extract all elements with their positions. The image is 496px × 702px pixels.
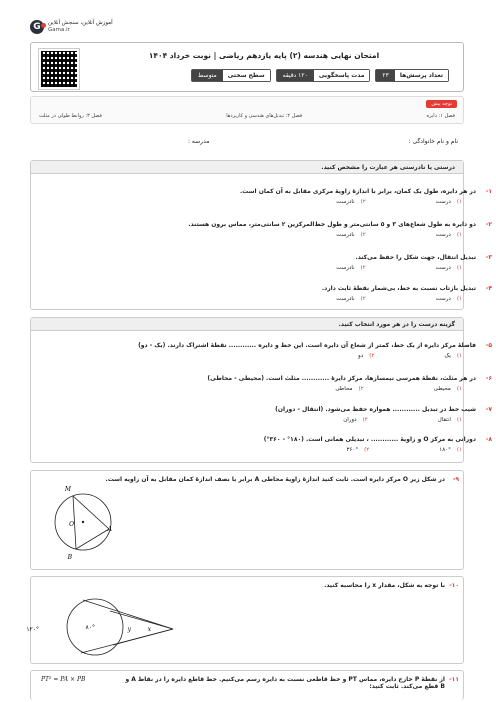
option-1[interactable]: ۱)درست: [435, 265, 462, 271]
chapter-3: فصل ۳: روابط طولی در مثلث: [39, 113, 102, 119]
option-1[interactable]: ۱)درست: [435, 199, 462, 205]
question-11: ۱۱- از نقطهٔ P خارج دایره، مماس PT و خط قاطعی نسبت به دایره رسم می‌کنیم. خط قاطع دایره را در نقاط A و B قطع می‌کند. ثابت کنید: PT² = PA × PB: [30, 670, 464, 700]
option-2[interactable]: ۲)دو: [358, 353, 375, 359]
question-text: در هر دایره، طول یک کمان، برابر با اندازهٔ زاویهٔ مرکزی مقابل به آن کمان است.: [240, 188, 476, 195]
question-10: ۱۰- با توجه به شکل، مقدار x را محاسبه کنید. ۱۲۰° ۸۰° y x: [30, 576, 464, 664]
section-heading: درستی یا نادرستی هر عبارت را مشخص کنید.: [31, 161, 463, 174]
label-m: M: [64, 486, 71, 493]
page-header: [0, 0, 496, 42]
exam-title: امتحان نهایی هندسه (۲) پایه یازدهم ریاضی | نوبت خرداد ۱۴۰۴: [148, 51, 380, 60]
circle-diagram: [43, 477, 123, 567]
option-2[interactable]: ۲)نادرست: [336, 199, 366, 205]
circle: [67, 599, 123, 655]
label-o: O: [69, 521, 74, 528]
notice-tag: توجه بیش: [426, 100, 457, 108]
options: [12, 386, 484, 392]
chord-ba: [76, 529, 109, 549]
question-3: ۳- تبدیل انتقال، جهت شکل را حفظ می‌کند. ۱)درست ۲)نادرست: [12, 254, 484, 271]
option-1[interactable]: ۱)درست: [435, 232, 462, 238]
section-heading: گزینه درست را در هر مورد انتخاب کنید.: [31, 318, 463, 331]
option-2[interactable]: ۲)نادرست: [336, 265, 366, 271]
label-x: x: [147, 626, 151, 633]
chapter-list: [39, 113, 455, 119]
secant-diagram: [26, 581, 175, 661]
qr-code-icon[interactable]: [39, 49, 79, 89]
chapter-1: فصل ۱: دایره: [426, 113, 455, 119]
question-2: ۲- دو دایره به طول شعاع‌های ۳ و ۵ سانتی‌متر و طول خط‌المرکزین ۲ سانتی‌متر، مماس برون هستند. ۱)درست ۲)نادرست: [12, 221, 484, 238]
option-2[interactable]: ۲)۳۶۰°: [346, 447, 370, 453]
info-duration: مدت پاسخگویی ۱۲۰ دقیقه: [276, 69, 371, 82]
question-text: تبدیل انتقال، جهت شکل را حفظ می‌کند.: [355, 254, 476, 261]
center-point: [82, 521, 84, 523]
angle-label-80: ۸۰°: [85, 624, 95, 631]
label-y: y: [127, 626, 131, 633]
secant-1: [83, 600, 173, 629]
question-text: دو دایره به طول شعاع‌های ۳ و ۵ سانتی‌متر و طول خط‌المرکزین ۲ سانتی‌متر، مماس برون هستند.: [188, 221, 476, 228]
info-difficulty: سطح سختی متوسط: [191, 69, 271, 82]
question-6: ۶- در هر مثلث، نقطهٔ همرسی نیمسازها، مرکز دایرهٔ ............ مثلث است. (محیطی - محاطی) ۱)محیطی ۲)محاطی: [12, 375, 484, 392]
options: [12, 199, 484, 205]
option-2[interactable]: ۲)نادرست: [336, 296, 366, 302]
label-b: B: [67, 554, 72, 561]
options: [12, 296, 484, 302]
school-label: مدرسه :: [188, 138, 210, 145]
question-text: دورانی به مرکز O و زاویهٔ ............ ، تبدیلی همانی است. (۱۸۰° - ۳۶۰°): [263, 436, 476, 443]
options: [12, 447, 484, 453]
brand-name: آموزش آنلاین، سنجش آنلاین: [48, 20, 113, 26]
options: [12, 353, 484, 359]
option-1[interactable]: ۱)درست: [435, 296, 462, 302]
option-2[interactable]: ۲)دوران: [343, 417, 368, 423]
secant-3: [110, 611, 173, 629]
option-1[interactable]: ۱)یک: [444, 353, 462, 359]
question-text: از نقطهٔ P خارج دایره، مماس PT و خط قاطعی نسبت به دایره رسم می‌کنیم. خط قاطع دایره را در نقاط A و B قطع می‌کند. ثابت کنید:: [125, 676, 445, 690]
info-question-count: تعداد پرسش‌ها ۲۳: [375, 69, 449, 82]
chord-ma: [73, 496, 109, 529]
option-1[interactable]: ۱)۱۸۰°: [439, 447, 462, 453]
question-9: ۹- در شکل زیر O مرکز دایره است. ثابت کنید اندازهٔ زاویهٔ محاطی A برابر با نصف اندازهٔ کمان مقابل به آن زاویه است. M O A B: [30, 470, 464, 570]
question-5: ۵- فاصلهٔ مرکز دایره از یک خط، کمتر از شعاع آن دایره است. این خط و دایره ............ نقطهٔ اشتراک دارند. (یک - دو) ۱)یک ۲)دو: [12, 342, 484, 359]
question-text: در هر مثلث، نقطهٔ همرسی نیمسازها، مرکز دایرهٔ ............ مثلث است. (محیطی - محاطی): [207, 375, 476, 382]
options: [12, 232, 484, 238]
angle-label-120: ۱۲۰°: [26, 626, 39, 633]
question-text: شیب خط در تبدیل ............ همواره حفظ می‌شود. (انتقال - دوران): [275, 406, 476, 413]
question-text: فاصلهٔ مرکز دایره از یک خط، کمتر از شعاع آن دایره است. این خط و دایره ............ نقطهٔ اشتراک دارند. (یک - دو): [138, 342, 476, 349]
question-7: ۷- شیب خط در تبدیل ............ همواره حفظ می‌شود. (انتقال - دوران) ۱)انتقال ۲)دوران: [12, 406, 484, 423]
brand-logo[interactable]: [30, 20, 113, 34]
option-1[interactable]: ۱)انتقال: [437, 417, 462, 423]
question-text: تبدیل بازتاب نسبت به خط، بی‌شمار نقطهٔ ثابت دارد.: [321, 285, 476, 292]
option-2[interactable]: ۲)نادرست: [336, 232, 366, 238]
question-text: در شکل زیر O مرکز دایره است. ثابت کنید اندازهٔ زاویهٔ محاطی A برابر با نصف اندازهٔ کمان مقابل به آن زاویه است.: [105, 476, 445, 483]
student-info-row: [38, 138, 458, 145]
brand-logo-icon: G: [30, 20, 44, 34]
brand-site: Gama.ir: [48, 27, 70, 33]
chapter-2: فصل ۲: تبدیل‌های هندسی و کاربردها: [226, 113, 303, 119]
options: [12, 265, 484, 271]
question-8: ۸- دورانی به مرکز O و زاویهٔ ............ ، تبدیلی همانی است. (۱۸۰° - ۳۶۰°) ۱)۱۸۰° ۲)۳۶۰°: [12, 436, 484, 453]
option-2[interactable]: ۲)محاطی: [335, 386, 364, 392]
question-4: ۴- تبدیل بازتاب نسبت به خط، بی‌شمار نقطهٔ ثابت دارد. ۱)درست ۲)نادرست: [12, 285, 484, 302]
question-text: با توجه به شکل، مقدار x را محاسبه کنید.: [324, 582, 445, 589]
option-1[interactable]: ۱)محیطی: [433, 386, 462, 392]
student-name-label: نام و نام خانوادگی :: [408, 138, 458, 145]
question-1: ۱- در هر دایره، طول یک کمان، برابر با اندازهٔ زاویهٔ مرکزی مقابل به آن کمان است. ۱)درست ۲)نادرست: [12, 188, 484, 205]
secant-4: [113, 629, 173, 645]
chapters-band: [30, 96, 464, 124]
exam-info-row: [191, 69, 449, 82]
label-a: A: [107, 526, 112, 533]
options: [12, 417, 484, 423]
formula: PT² = PA × PB: [41, 676, 86, 683]
exam-title-box: [30, 42, 464, 92]
